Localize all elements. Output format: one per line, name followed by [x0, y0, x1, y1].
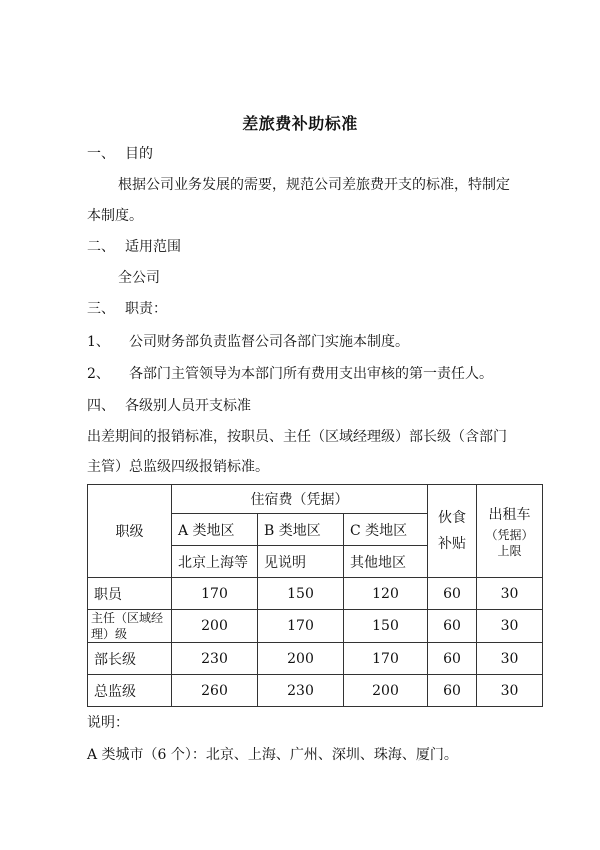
section-title: 各级别人员开支标准 [125, 398, 251, 414]
table-row [88, 675, 543, 707]
cell-region-b: 230 [258, 675, 344, 707]
header-taxi-note: （凭据） [485, 528, 534, 542]
paragraph-line: 全公司 [118, 270, 160, 286]
paragraph-line: 根据公司业务发展的需要，规范公司差旅费开支的标准，特制定 [118, 177, 510, 193]
header-taxi-note: 上限 [497, 544, 522, 558]
cell-level: 职员 [88, 578, 172, 610]
table-header-row [88, 485, 543, 514]
cell-region-a: 260 [172, 675, 258, 707]
notes-a-cities: A 类城市（6 个）：北京、上海、广州、深圳、珠海、厦门。 [87, 747, 458, 763]
cell-meal: 60 [428, 675, 477, 707]
duty-item [87, 365, 493, 383]
cell-region-b: 170 [258, 610, 344, 643]
section-purpose-heading [87, 145, 153, 163]
allowance-table [87, 484, 543, 707]
section-standards-heading [87, 397, 251, 415]
header-region-c-desc: 其他地区 [344, 546, 428, 578]
duty-item-number: 2、 [87, 366, 110, 382]
header-taxi-title: 出租车 [488, 507, 531, 523]
header-region-b: B 类地区 [258, 514, 344, 546]
section-duties-heading [87, 300, 167, 318]
cell-region-a: 170 [172, 578, 258, 610]
cell-region-a: 230 [172, 643, 258, 675]
section-scope-heading [87, 238, 181, 256]
cell-taxi: 30 [477, 675, 543, 707]
cell-region-c: 170 [344, 643, 428, 675]
cell-region-c: 150 [344, 610, 428, 643]
duty-item-text: 各部门主管领导为本部门所有费用支出审核的第一责任人。 [129, 366, 493, 382]
cell-region-b: 200 [258, 643, 344, 675]
cell-level: 部长级 [88, 643, 172, 675]
cell-level: 主任（区域经理）级 [88, 610, 172, 643]
cell-taxi: 30 [477, 610, 543, 643]
header-region-a-desc: 北京上海等 [172, 546, 258, 578]
header-meal-line1: 伙食 [438, 510, 466, 526]
header-level: 职级 [88, 485, 172, 578]
cell-taxi: 30 [477, 643, 543, 675]
section-number: 二、 [87, 239, 115, 255]
duty-item [87, 333, 409, 351]
cell-region-b: 150 [258, 578, 344, 610]
header-meal [428, 485, 477, 578]
table-row [88, 610, 543, 643]
table-row [88, 643, 543, 675]
section-number: 三、 [87, 301, 115, 317]
paragraph-line: 主管）总监级四级报销标准。 [87, 459, 269, 475]
notes-label: 说明： [87, 715, 129, 731]
cell-level: 总监级 [88, 675, 172, 707]
cell-meal: 60 [428, 610, 477, 643]
header-meal-line2: 补贴 [438, 536, 466, 552]
cell-region-c: 200 [344, 675, 428, 707]
page-title: 差旅费补助标准 [242, 114, 358, 133]
section-number: 一、 [87, 146, 115, 162]
duty-item-text: 公司财务部负责监督公司各部门实施本制度。 [129, 334, 409, 350]
section-title: 适用范围 [125, 239, 181, 255]
header-lodging: 住宿费（凭据） [172, 485, 428, 514]
cell-region-c: 120 [344, 578, 428, 610]
paragraph-line: 出差期间的报销标准，按职员、主任（区域经理级）部长级（含部门 [87, 429, 507, 445]
paragraph-line: 本制度。 [87, 208, 143, 224]
header-taxi [477, 485, 543, 578]
duty-item-number: 1、 [87, 334, 110, 350]
header-region-c: C 类地区 [344, 514, 428, 546]
section-title: 职责： [125, 301, 167, 317]
cell-taxi: 30 [477, 578, 543, 610]
section-number: 四、 [87, 398, 115, 414]
cell-meal: 60 [428, 578, 477, 610]
table-row [88, 578, 543, 610]
cell-region-a: 200 [172, 610, 258, 643]
section-title: 目的 [125, 146, 153, 162]
header-region-b-desc: 见说明 [258, 546, 344, 578]
header-region-a: A 类地区 [172, 514, 258, 546]
cell-meal: 60 [428, 643, 477, 675]
